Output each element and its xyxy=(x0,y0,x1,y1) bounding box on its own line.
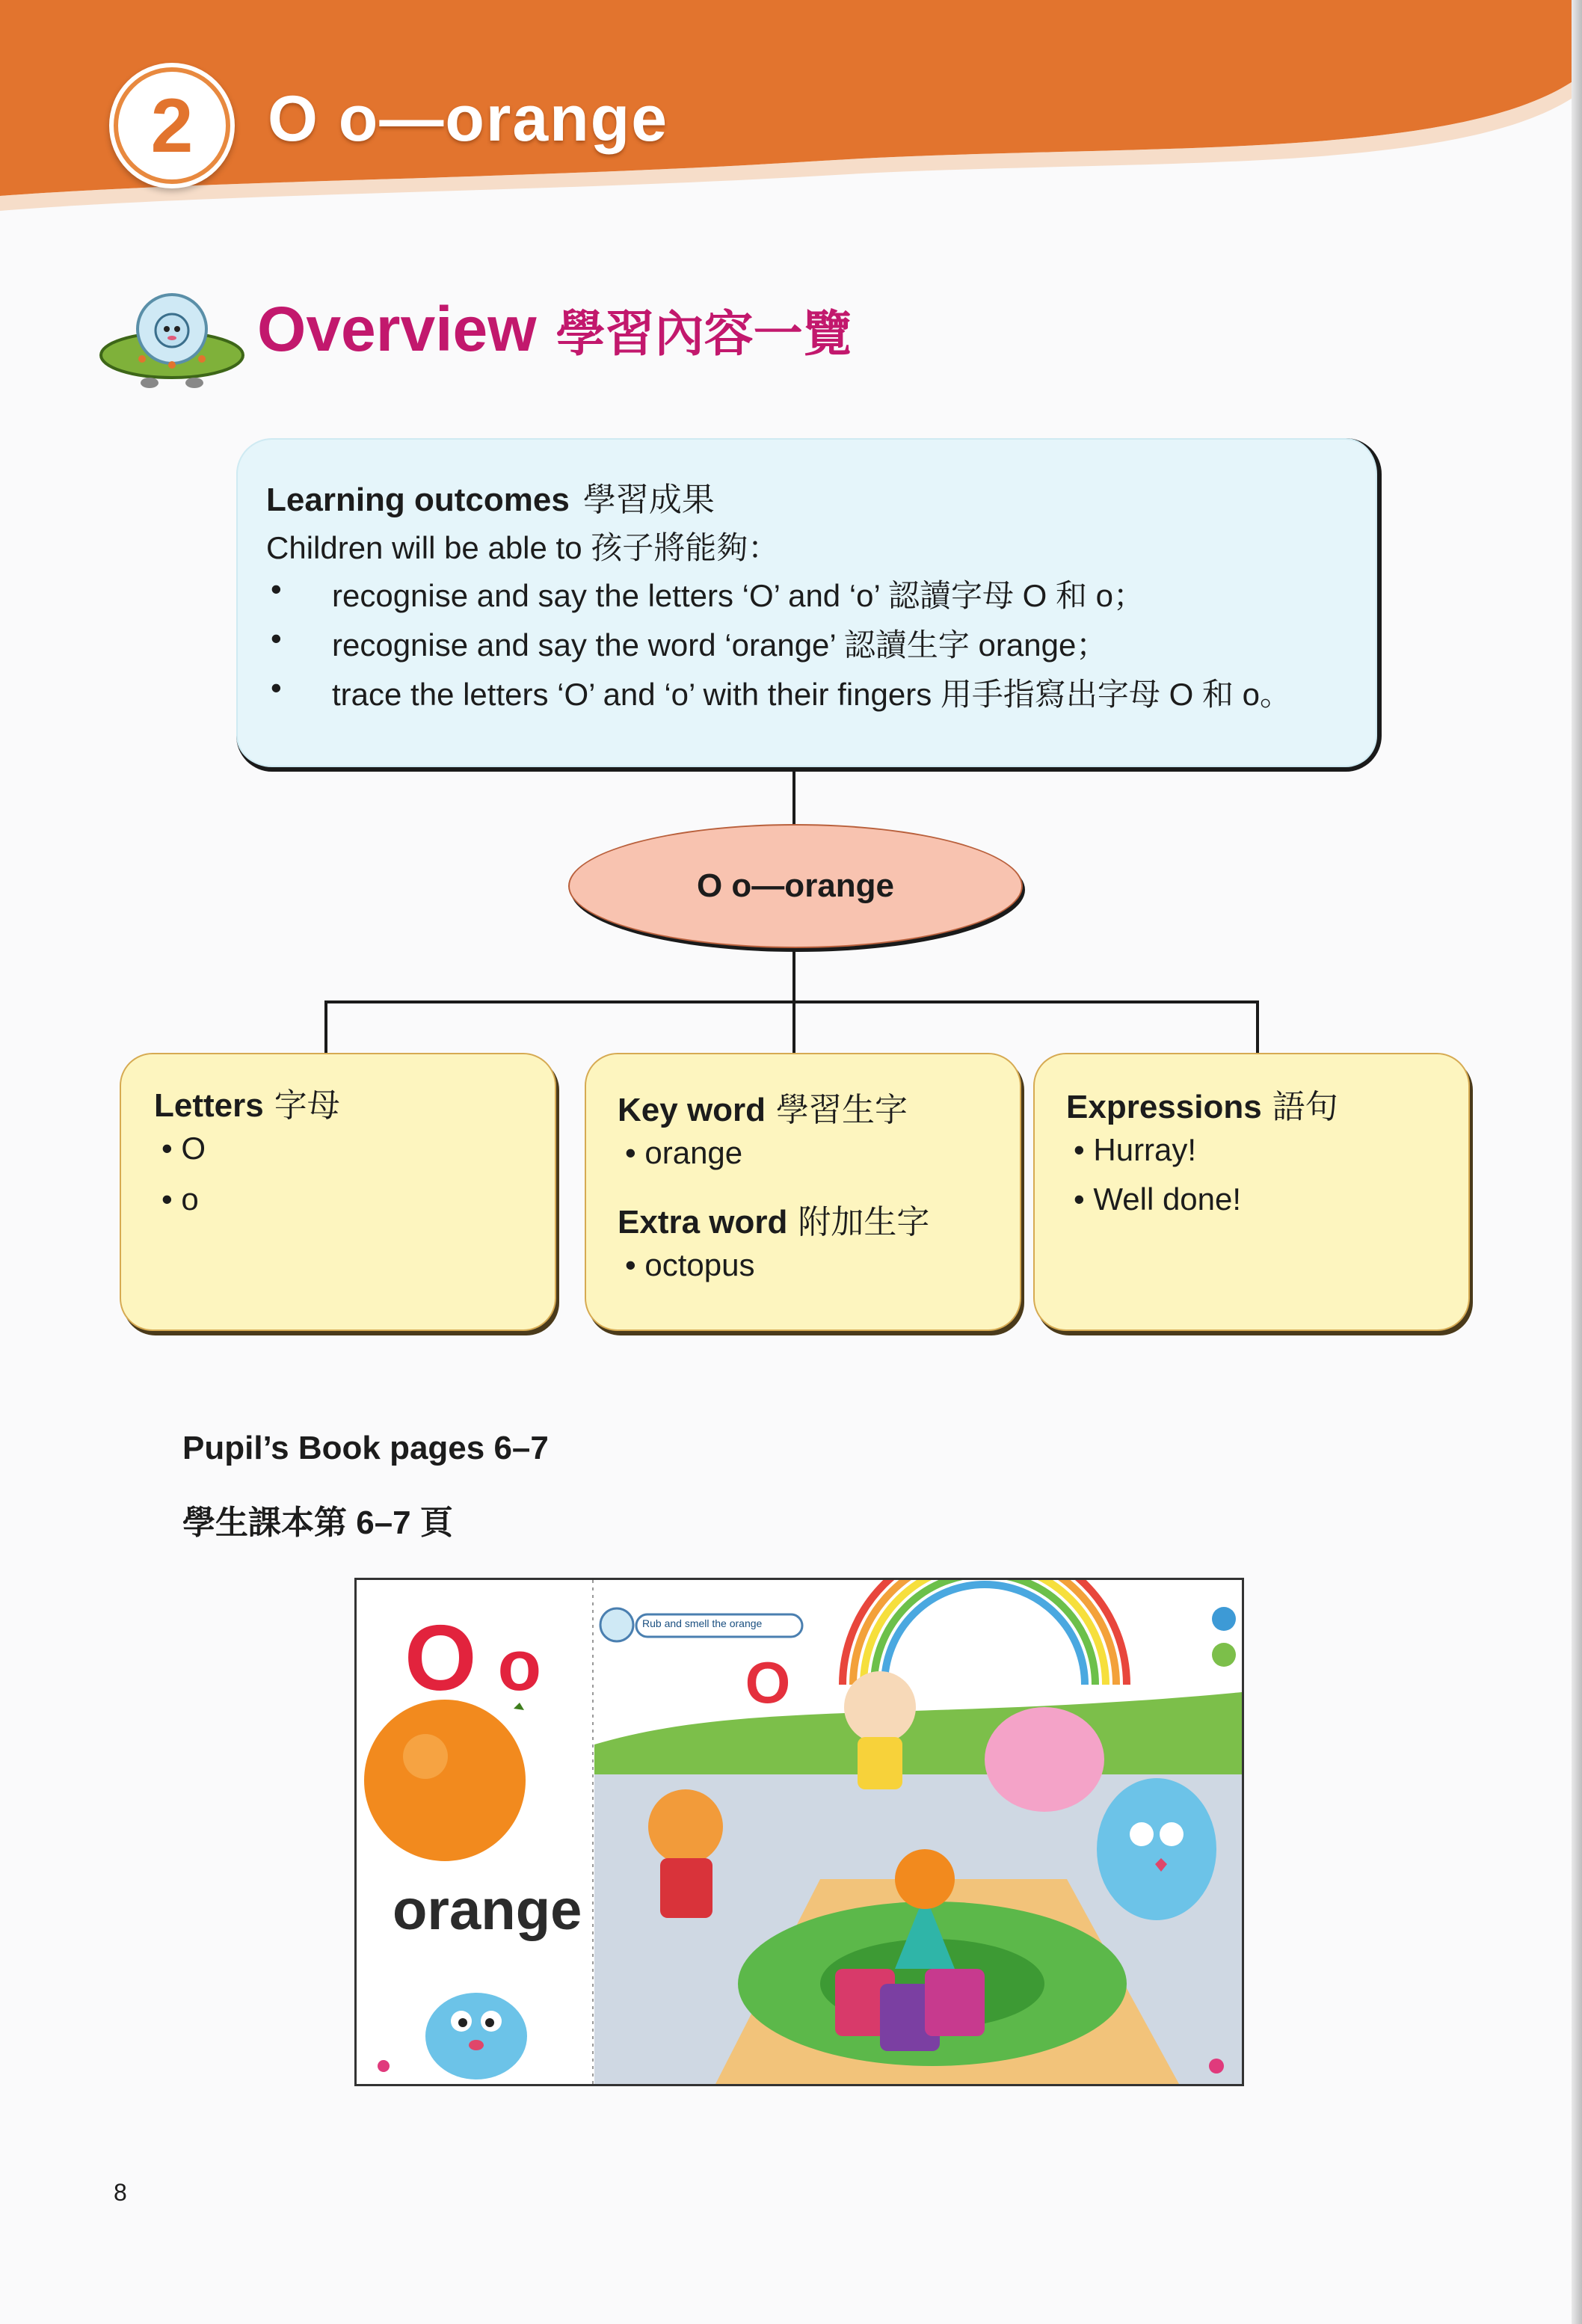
bullet-icon: • xyxy=(271,621,282,656)
keyword-heading-en: Key word xyxy=(618,1092,766,1128)
connector-line xyxy=(324,1000,1259,1003)
header-band xyxy=(0,0,1582,224)
expressions-item: • Well done! xyxy=(1074,1181,1242,1217)
letters-heading-en: Letters xyxy=(154,1087,264,1124)
expressions-heading-en: Expressions xyxy=(1066,1089,1262,1125)
list-item xyxy=(266,571,1291,621)
svg-text:O: O xyxy=(745,1650,791,1715)
page-number: 8 xyxy=(114,2179,127,2206)
keyword-item: • orange xyxy=(625,1135,743,1170)
overview-title-zh: 學習內容一覽 xyxy=(555,306,852,361)
letters-heading-zh: 字母 xyxy=(274,1087,340,1124)
connector-line xyxy=(1256,1000,1259,1054)
page-edge-shadow xyxy=(1572,0,1582,2324)
overview-title-en: Overview xyxy=(257,294,537,364)
letters-card-heading xyxy=(154,1078,340,1126)
keyword-card-heading xyxy=(618,1083,908,1131)
pupils-book-title-zh: 學生課本第 6–7 頁 xyxy=(182,1504,453,1541)
outcome-text: trace the letters ‘O’ and ‘o’ with their fingers 用手指寫出字母 O 和 o。 xyxy=(332,677,1291,712)
expressions-card-heading xyxy=(1066,1080,1338,1128)
bullet-icon: • xyxy=(271,670,282,705)
pupils-book-thumbnail xyxy=(354,1578,1244,2086)
topic-ellipse: O o—orange xyxy=(568,824,1023,948)
learning-outcomes-list xyxy=(266,571,1291,719)
expressions-heading-zh: 語句 xyxy=(1272,1089,1338,1125)
unit-number-badge xyxy=(109,63,235,188)
list-item xyxy=(266,670,1291,719)
overview-heading xyxy=(257,293,852,366)
extra-word-heading xyxy=(618,1195,929,1243)
bullet-icon: • xyxy=(271,571,282,606)
connector-line xyxy=(324,1000,327,1054)
extra-heading-zh: 附加生字 xyxy=(798,1204,930,1241)
thumb-letter-lower: o xyxy=(497,1626,542,1706)
letters-item: • o xyxy=(161,1181,199,1217)
outcome-text: recognise and say the word ‘orange’ 認讀生字 orange； xyxy=(332,627,1108,663)
expressions-item: • Hurray! xyxy=(1074,1132,1197,1167)
extra-word-item: • octopus xyxy=(625,1247,755,1282)
unit-number: 2 xyxy=(114,67,230,184)
learning-outcomes-heading-zh: 學習成果 xyxy=(582,482,715,518)
thumb-word: orange xyxy=(393,1878,582,1942)
connector-line xyxy=(792,770,795,826)
learning-outcomes-intro: Children will be able to 孩子將能夠： xyxy=(266,530,780,565)
pupils-book-title: Pupil’s Book pages 6–7 xyxy=(182,1430,549,1466)
list-item xyxy=(266,621,1291,670)
learning-outcomes-heading-en: Learning outcomes xyxy=(266,482,570,518)
thumb-letter-upper: O xyxy=(404,1607,477,1710)
extra-heading-en: Extra word xyxy=(618,1204,788,1241)
letters-item: • O xyxy=(161,1131,206,1166)
ufo-mascot-icon xyxy=(97,284,247,396)
thumb-big-letters xyxy=(404,1605,541,1712)
thumb-banner-text: Rub and smell the orange xyxy=(642,1617,763,1629)
learning-outcomes-heading xyxy=(266,473,715,520)
outcome-text: recognise and say the letters ‘O’ and ‘o’ 認讀字母 O 和 o； xyxy=(332,578,1145,613)
keyword-heading-zh: 學習生字 xyxy=(776,1092,908,1128)
unit-title: O o—orange xyxy=(268,83,669,155)
